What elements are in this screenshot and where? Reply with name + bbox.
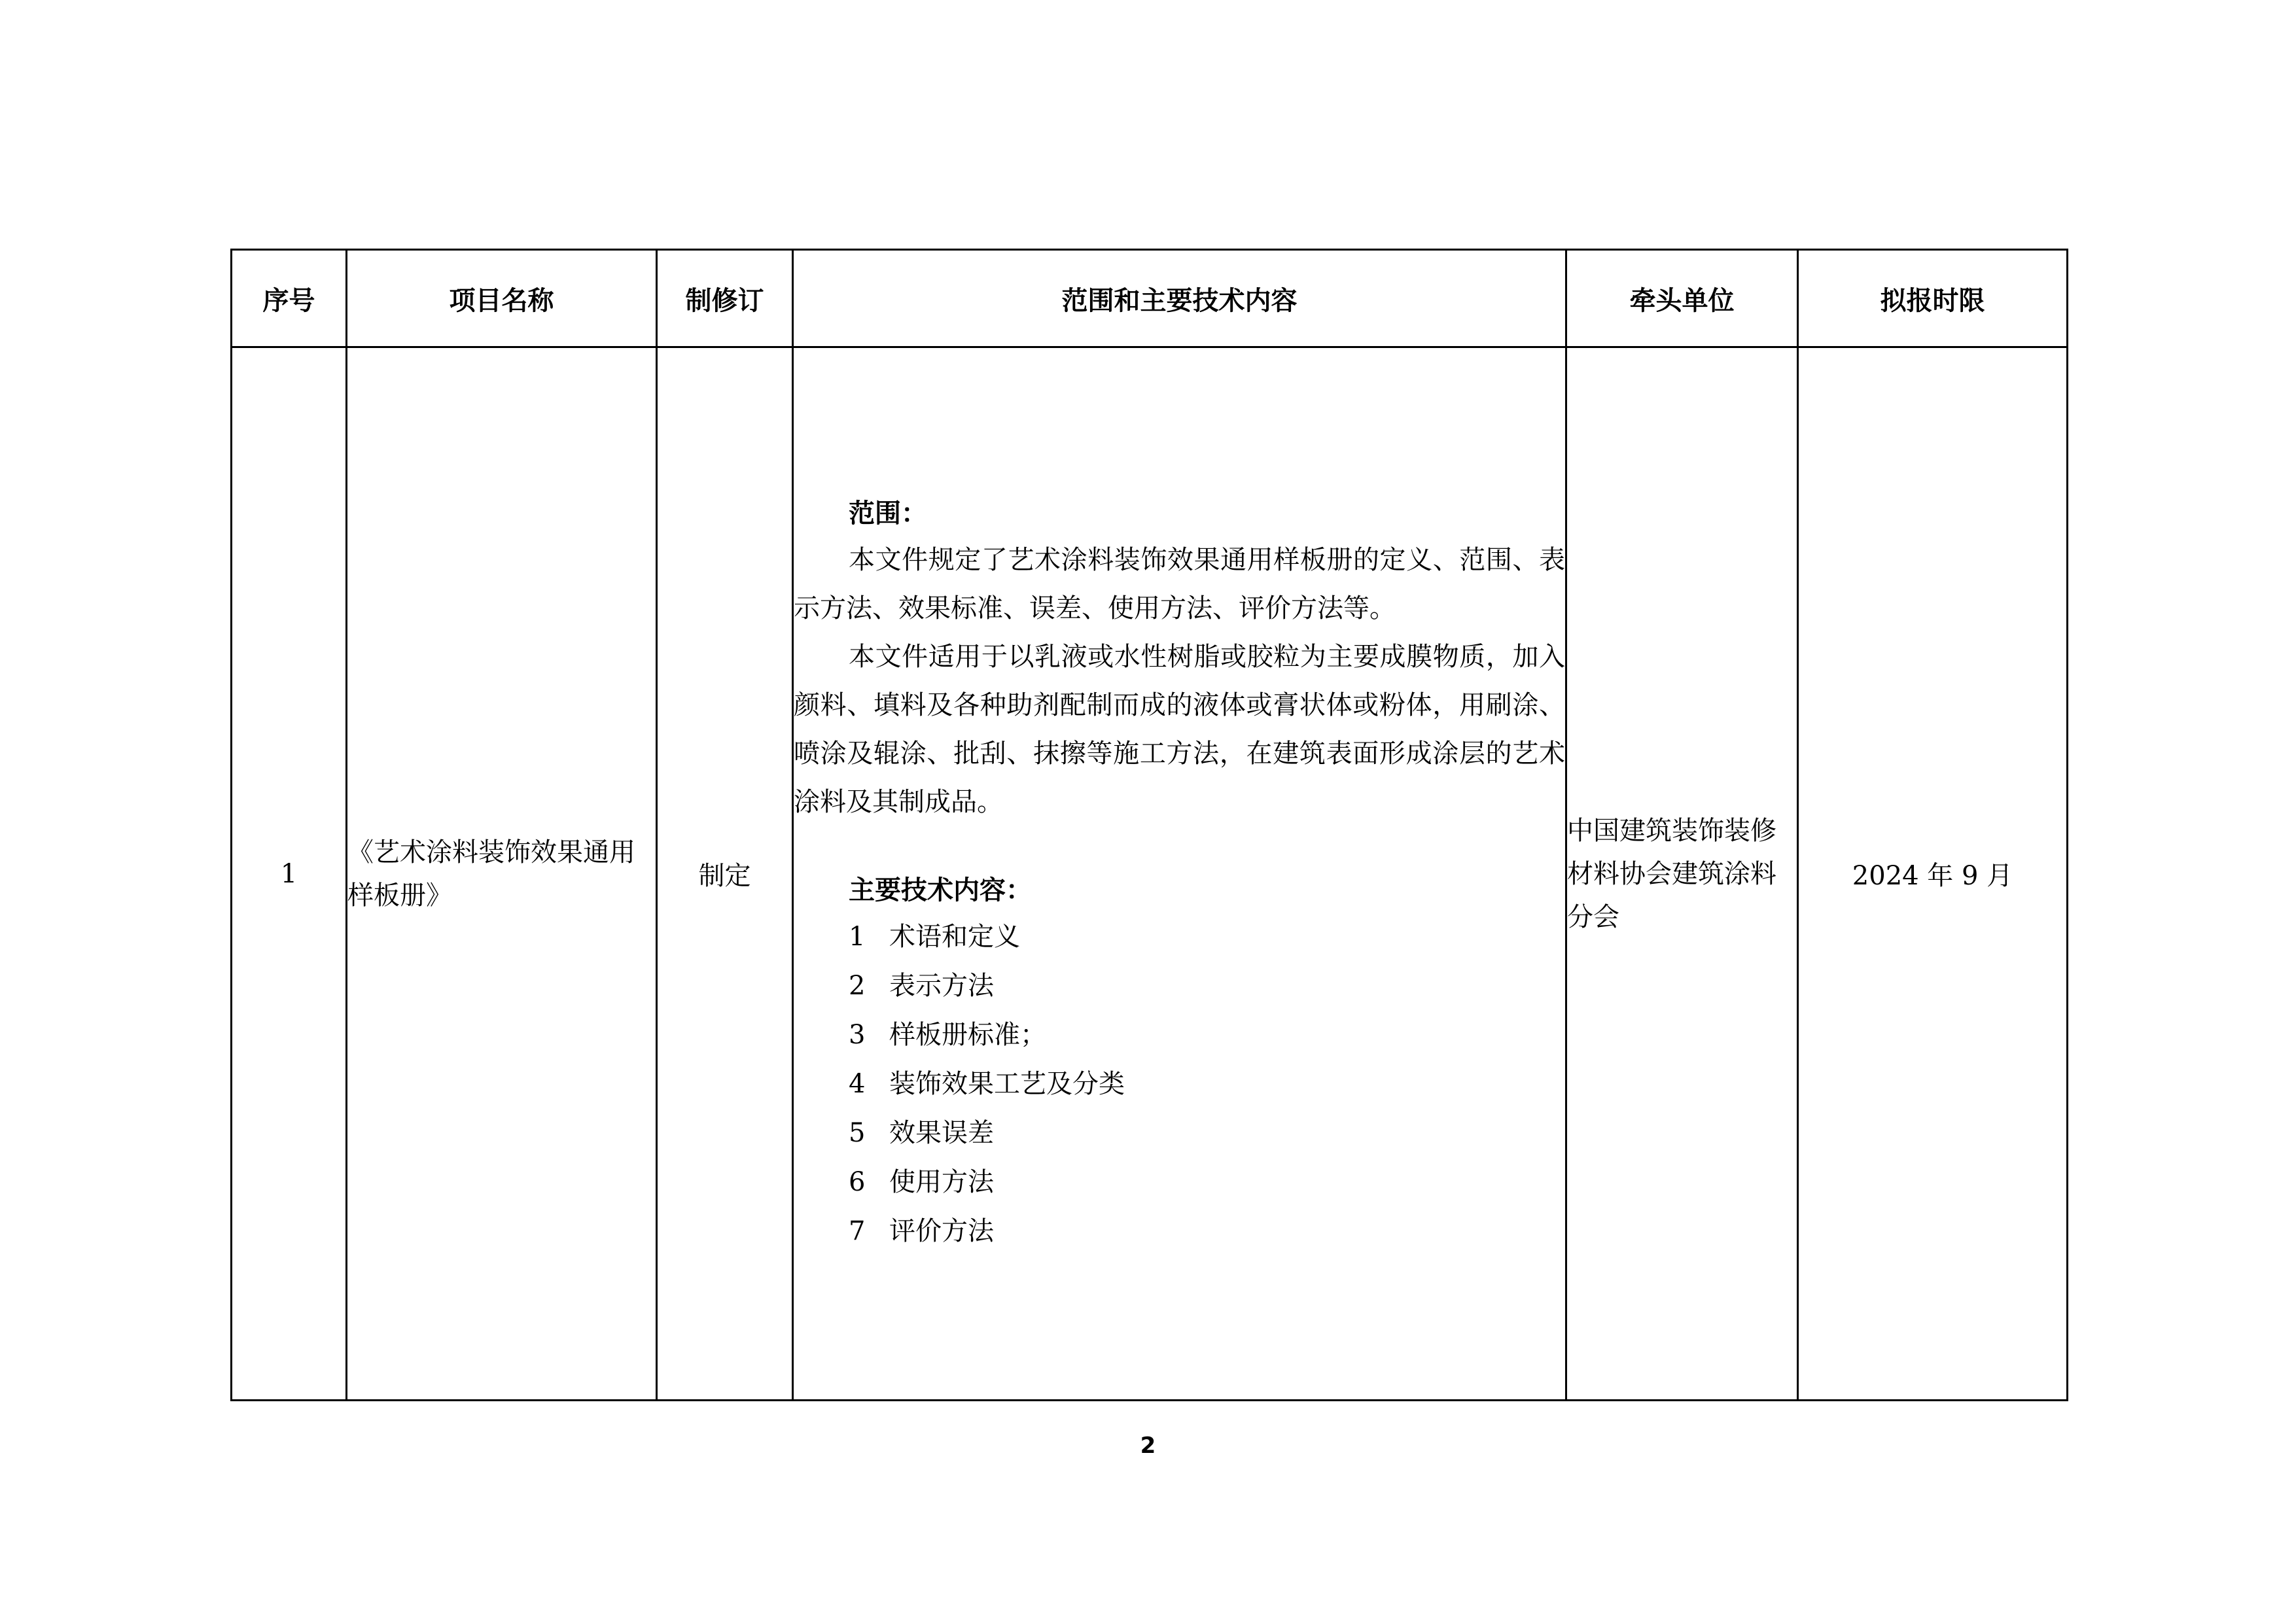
list-item-number: 2: [849, 971, 866, 1001]
list-item-text: 装饰效果工艺及分类: [889, 1069, 1125, 1099]
list-item: [849, 1011, 1565, 1060]
header-content: 范围和主要技术内容: [793, 250, 1566, 347]
cell-deadline: 2024 年 9 月: [1798, 347, 2068, 1401]
list-item-text: 评价方法: [889, 1216, 994, 1246]
list-item: [849, 962, 1565, 1011]
list-item: [849, 1109, 1565, 1158]
list-item-text: 效果误差: [889, 1118, 994, 1148]
list-item-number: 1: [849, 922, 866, 952]
cell-content: [793, 347, 1566, 1401]
list-item-text: 样板册标准；: [889, 1020, 1046, 1050]
list-item: [849, 1158, 1565, 1207]
list-item-number: 7: [849, 1216, 866, 1246]
cell-seq: 1: [232, 347, 347, 1401]
tech-title: 主要技术内容：: [849, 875, 1032, 905]
list-item: [849, 1060, 1565, 1109]
project-table: [230, 249, 2068, 1401]
list-item-text: 表示方法: [889, 971, 994, 1001]
cell-lead: 中国建筑装饰装修材料协会建筑涂料分会: [1566, 347, 1798, 1401]
page-number: 2: [1140, 1433, 1156, 1459]
list-item-number: 3: [849, 1020, 866, 1050]
header-seq: 序号: [232, 250, 347, 347]
list-item-number: 4: [849, 1069, 866, 1099]
cell-name: 《艺术涂料装饰效果通用样板册》: [347, 347, 657, 1401]
header-deadline: 拟报时限: [1798, 250, 2068, 347]
header-name: 项目名称: [347, 250, 657, 347]
scope-paragraph: 本文件适用于以乳液或水性树脂或胶粒为主要成膜物质，加入颜料、填料及各种助剂配制而成的液体或膏状体或粉体，用刷涂、喷涂及辊涂、批刮、抹擦等施工方法，在建筑表面形成涂层的艺术涂料及其制成品。: [794, 642, 1565, 817]
list-item-number: 6: [849, 1167, 866, 1197]
scope-paragraph: 本文件规定了艺术涂料装饰效果通用样板册的定义、范围、表示方法、效果标准、误差、使用方法、评价方法等。: [794, 545, 1565, 623]
list-item-text: 使用方法: [889, 1167, 994, 1197]
list-item-number: 5: [849, 1118, 866, 1148]
list-item: [849, 913, 1565, 962]
table-row: [232, 347, 2068, 1401]
tech-list: [794, 913, 1565, 1256]
header-type: 制修订: [657, 250, 793, 347]
header-lead: 牵头单位: [1566, 250, 1798, 347]
cell-type: 制定: [657, 347, 793, 1401]
list-item-text: 术语和定义: [889, 922, 1020, 952]
list-item: [849, 1207, 1565, 1256]
scope-title: 范围：: [849, 498, 927, 529]
header-row: [232, 250, 2068, 347]
